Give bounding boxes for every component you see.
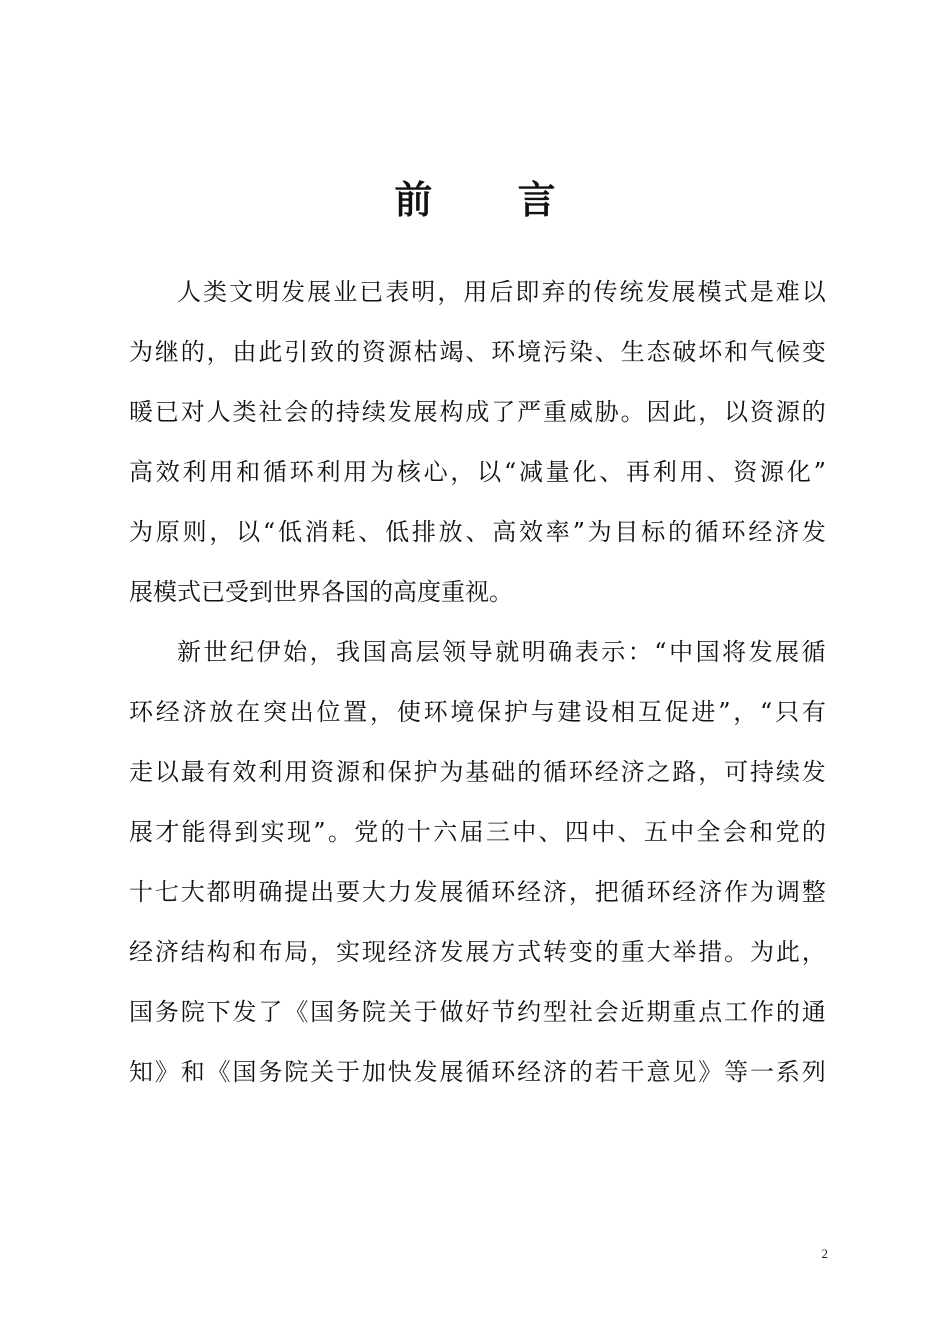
paragraph-1-line-2: 为 继 的 ， 由 此 引 致 的 资 源 枯 竭 、 环 境 污 染 、 生 态 破 坏 和 气 候 变	[129, 338, 826, 366]
paragraph-1-line-6: 展模式已受到世界各国的高度重视。	[129, 578, 513, 606]
paragraph-2-line-1: 新 世 纪 伊 始 ， 我 国 高 层 领 导 就 明 确 表 示 ： “ 中 国 将 发 展 循	[177, 638, 826, 666]
paragraph-2-line-8: 知 》 和 《 国 务 院 关 于 加 快 发 展 循 环 经 济 的 若 干 意 见 》 等 一 系 列	[129, 1058, 826, 1086]
page-title: 前 言	[394, 178, 592, 222]
paragraph-2-line-5: 十 七 大 都 明 确 提 出 要 大 力 发 展 循 环 经 济 ， 把 循 环 经 济 作 为 调 整	[129, 878, 826, 906]
paragraph-2-line-3: 走 以 最 有 效 利 用 资 源 和 保 护 为 基 础 的 循 环 经 济 之 路 ， 可 持 续 发	[129, 758, 826, 786]
paragraph-1-line-4: 高 效 利 用 和 循 环 利 用 为 核 心 ， 以 “ 减 量 化 、 再 利 用 、 资 源 化 ”	[129, 458, 826, 486]
paragraph-2-line-2: 环 经 济 放 在 突 出 位 置 ， 使 环 境 保 护 与 建 设 相 互 促 进 ” ， “ 只 有	[129, 698, 826, 726]
paragraph-1-line-1: 人 类 文 明 发 展 业 已 表 明 ， 用 后 即 弃 的 传 统 发 展 模 式 是 难 以	[177, 278, 826, 306]
paragraph-2-line-7: 国 务 院 下 发 了 《 国 务 院 关 于 做 好 节 约 型 社 会 近 期 重 点 工 作 的 通	[129, 998, 826, 1026]
paragraph-1-line-3: 暖 已 对 人 类 社 会 的 持 续 发 展 构 成 了 严 重 威 胁 。 因 此 ， 以 资 源 的	[129, 398, 826, 426]
paragraph-2-line-4: 展 才 能 得 到 实 现 ” 。 党 的 十 六 届 三 中 、 四 中 、 五 中 全 会 和 党 的	[129, 818, 826, 846]
body-text	[129, 262, 826, 1102]
page-number: 2	[821, 1246, 828, 1261]
paragraph-1-line-5: 为 原 则 ， 以 “ 低 消 耗 、 低 排 放 、 高 效 率 ” 为 目 标 的 循 环 经 济 发	[129, 518, 826, 546]
paragraph-2-line-6: 经 济 结 构 和 布 局 ， 实 现 经 济 发 展 方 式 转 变 的 重 大 举 措 。 为 此 ，	[129, 938, 826, 966]
